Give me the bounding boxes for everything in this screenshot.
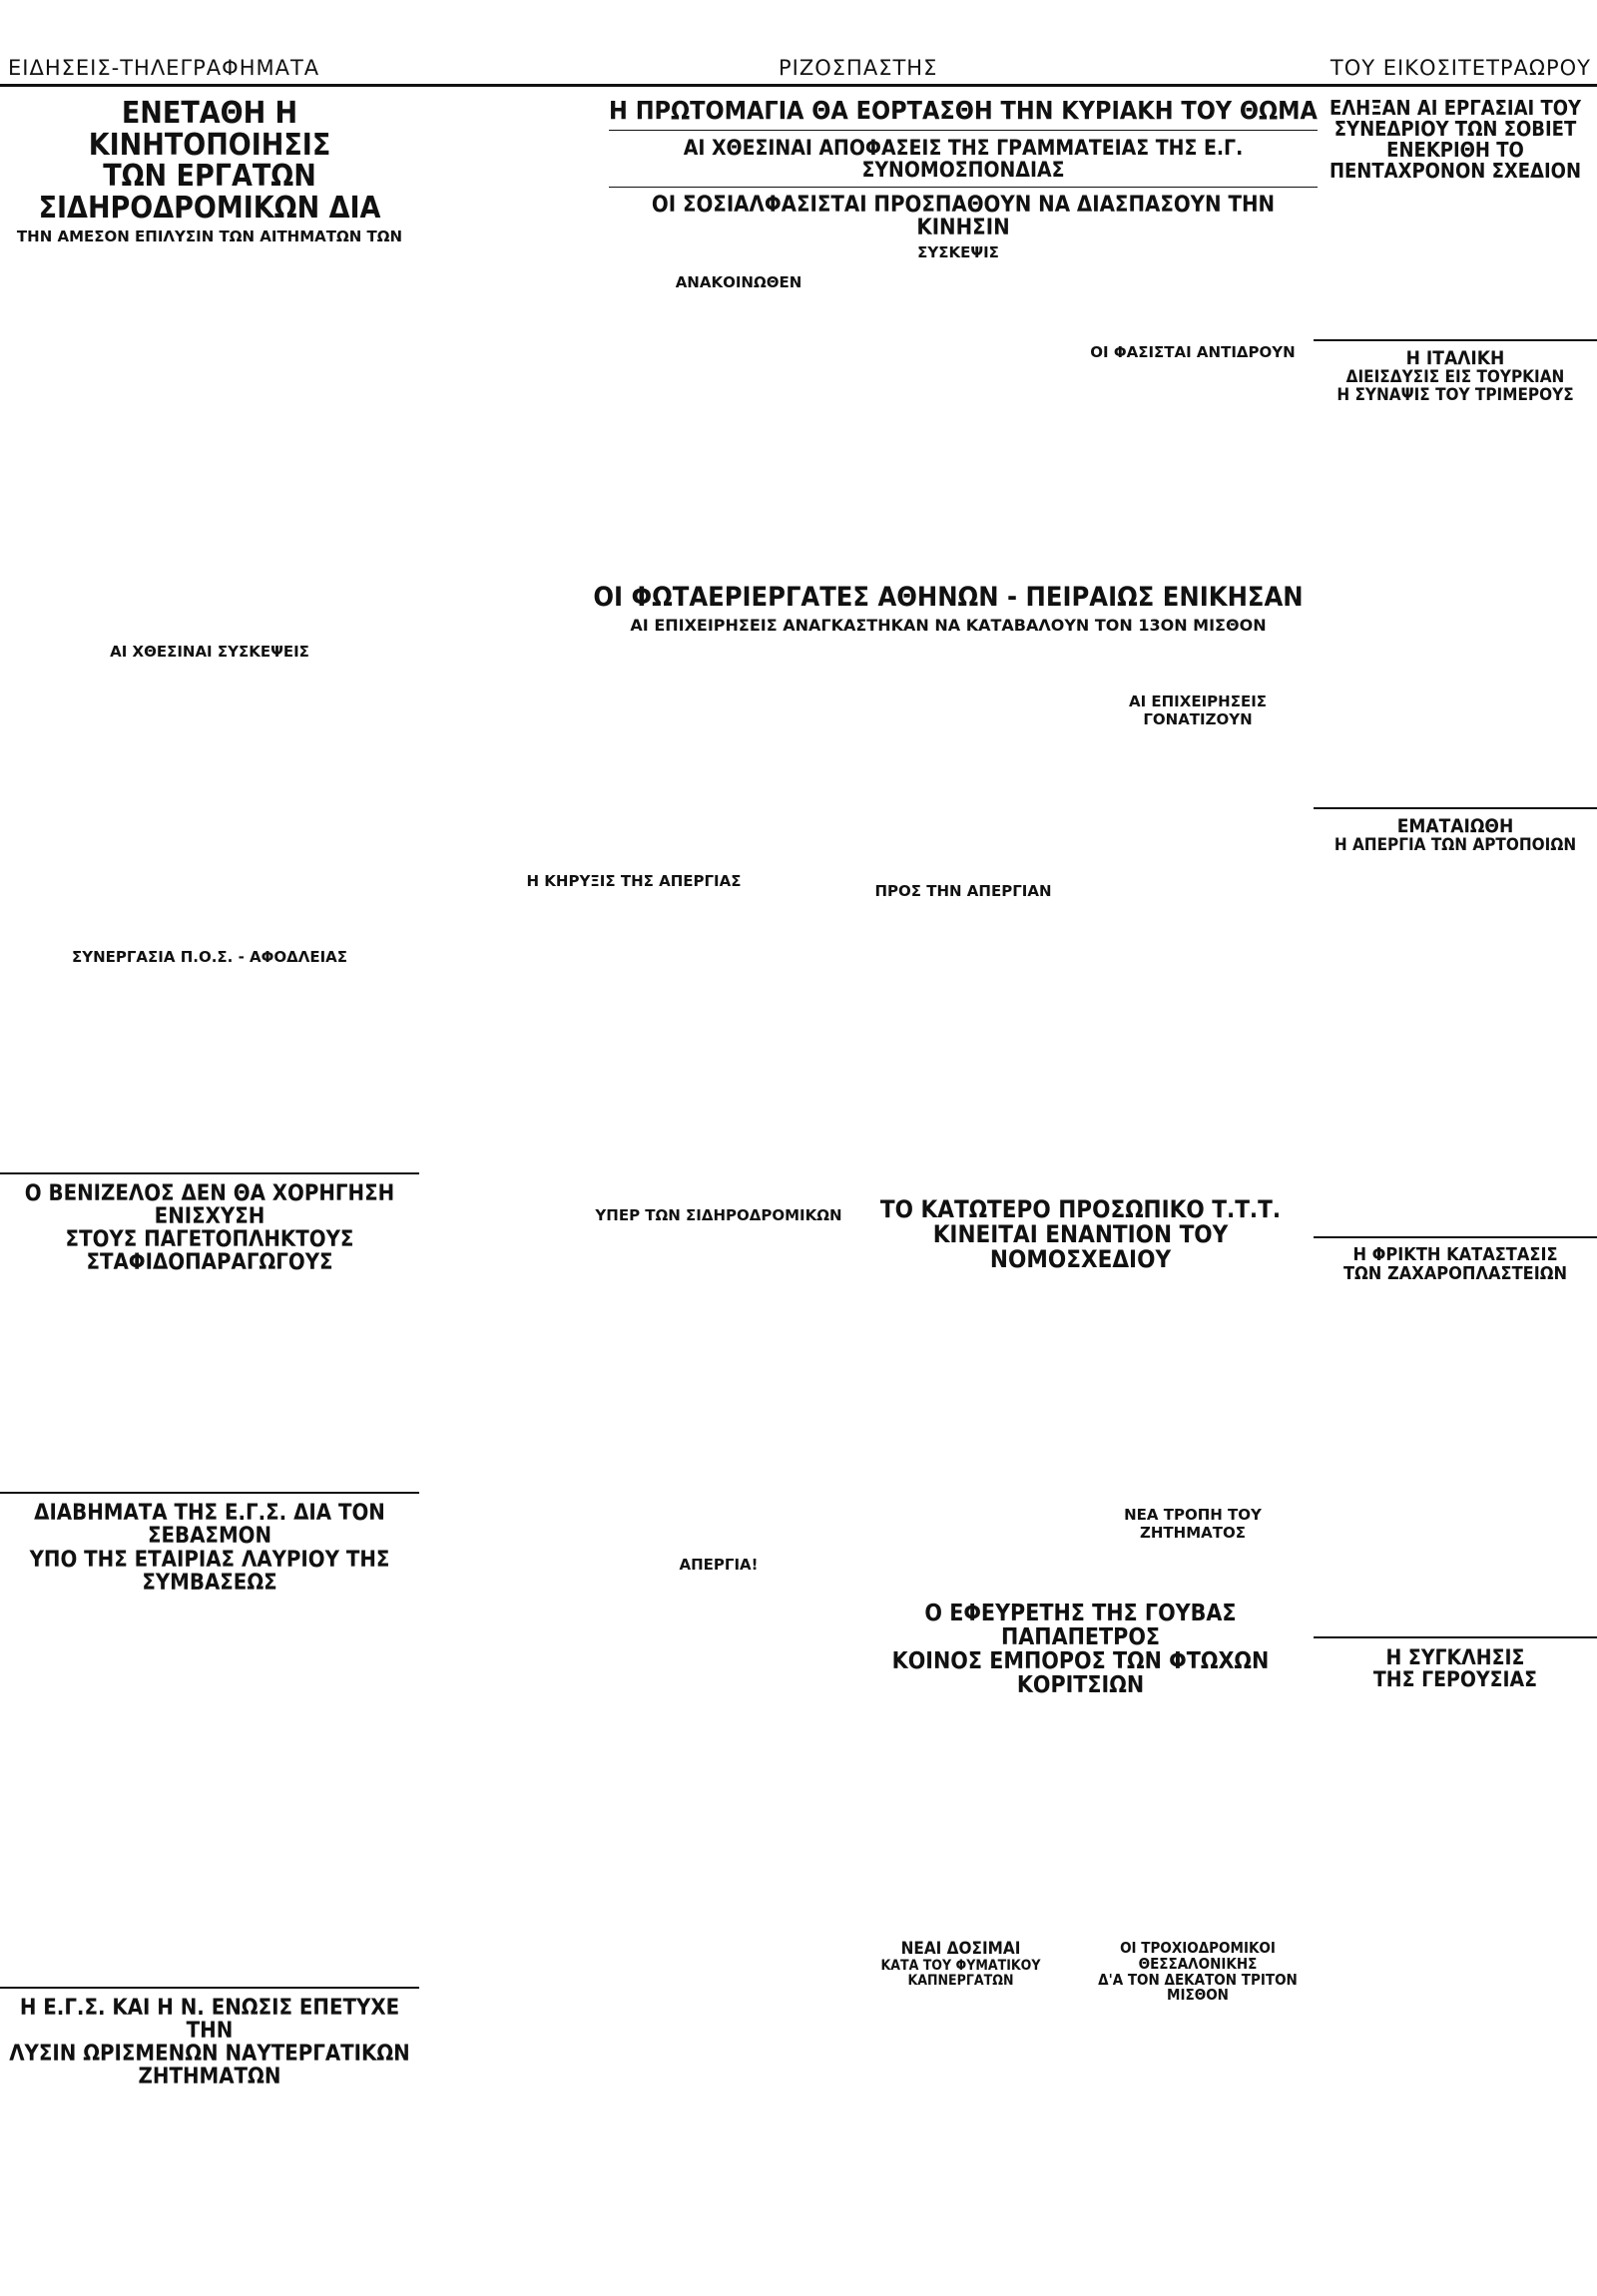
headline-papapetros: Ο ΕΦΕΥΡΕΤΗΣ ΤΗΣ ΓΟΥΒΑΣ ΠΑΠΑΠΕΤΡΟΣ [924, 1601, 1237, 1651]
syskepsis-block [858, 239, 1058, 265]
headline-gerousia-2: ΤΗΣ ΓΕΡΟΥΣΙΑΣ [1372, 1667, 1538, 1692]
headline-railway-2: ΤΩΝ ΕΡΓΑΤΩΝ ΣΙΔΗΡΟΔΡΟΜΙΚΩΝ ΔΙΑ [38, 159, 381, 226]
headline-zaxaroplasteia-2: ΤΩΝ ΖΑΧΑΡΟΠΛΑΣΤΕΙΩΝ [1342, 1263, 1568, 1285]
headline-troxio-2: Δ'Α ΤΟΝ ΔΕΚΑΤΟΝ ΤΡΙΤΟΝ ΜΙΣΘΟΝ [1098, 1970, 1298, 2005]
headline-papapetros-2: ΚΟΙΝΟΣ ΕΜΠΟΡΟΣ ΤΩΝ ΦΤΩΧΩΝ ΚΟΡΙΤΣΙΩΝ [891, 1648, 1270, 1699]
subhead-apergia: ΑΠΕΡΓΙΑ! [679, 1556, 759, 1574]
headline-troxio: ΟΙ ΤΡΟΧΙΟΔΡΟΜΙΚΟΙ ΘΕΣΣΑΛΟΝΙΚΗΣ [1120, 1939, 1276, 1973]
masthead [0, 50, 1597, 87]
headline-soviet: ΕΛΗΞΑΝ ΑΙ ΕΡΓΑΣΙΑΙ ΤΟΥ [1329, 96, 1582, 120]
troxio-block [1083, 1941, 1313, 2004]
neai-block [848, 1941, 1073, 1988]
subheadline-railway: ΤΗΝ ΑΜΕΣΟΝ ΕΠΙΛΥΣΙΝ ΤΩΝ ΑΙΤΗΜΑΤΩΝ ΤΩΝ [16, 228, 403, 245]
subhead-fasistai: ΟΙ ΦΑΣΙΣΤΑΙ ΑΝΤΙΔΡΟΥΝ [1090, 343, 1296, 361]
headline-artopoioi: ΕΜΑΤΑΙΩΘΗ [1396, 814, 1514, 837]
subheadline-gas-workers: ΑΙ ΕΠΙΧΕΙΡΗΣΕΙΣ ΑΝΑΓΚΑΣΤΗΚΑΝ ΝΑ ΚΑΤΑΒΑΛΟΥΝ ΤΟΝ 13ΟΝ ΜΙΣΘΟΝ [630, 616, 1267, 636]
column-1 [0, 98, 419, 2088]
ttt-block [848, 1197, 1313, 1273]
headline-zaxaroplasteia: Η ΦΡΙΚΤΗ ΚΑΤΑΣΤΑΣΙΣ [1352, 1244, 1558, 1266]
headline-lavrio: ΔΙΑΒΗΜΑΤΑ ΤΗΣ Ε.Γ.Σ. ΔΙΑ ΤΟΝ ΣΕΒΑΣΜΟΝ [34, 1501, 385, 1550]
subhead-epixeiriseis: ΑΙ ΕΠΙΧΕΙΡΗΣΕΙΣ ΓΟΝΑΤΙΖΟΥΝ [1128, 692, 1268, 728]
yper-block [589, 1202, 848, 1228]
column-4 [1314, 98, 1597, 1690]
headline-italy: Η ΙΤΑΛΙΚΗ [1405, 347, 1505, 369]
headline-ttt: ΤΟ ΚΑΤΩΤΕΡΟ ΠΡΟΣΩΠΙΚΟ Τ.Τ.Τ. [879, 1195, 1282, 1223]
headline-apofaseis: ΑΙ ΧΘΕΣΙΝΑΙ ΑΠΟΦΑΣΕΙΣ ΤΗΣ ΓΡΑΜΜΑΤΕΙΑΣ ΤΗΣ Ε.Γ. ΣΥΝΟΜΟΣΠΟΝΔΙΑΣ [683, 136, 1244, 183]
subhead-yper: ΥΠΕΡ ΤΩΝ ΣΙΔΗΡΟΔΡΟΜΙΚΩΝ [595, 1206, 842, 1224]
headline-soviet-2: ΣΥΝΕΔΡΙΟΥ ΤΩΝ ΣΟΒΙΕΤ [1333, 117, 1577, 141]
headline-soviet-3: ΕΝΕΚΡΙΘΗ ΤΟ [1386, 138, 1524, 162]
headline-gas-workers: ΟΙ ΦΩΤΑΕΡΙΕΡΓΑΤΕΣ ΑΘΗΝΩΝ - ΠΕΙΡΑΙΩΣ ΕΝΙΚΗΣΑΝ [593, 582, 1304, 613]
subhead-pros-apergian: ΠΡΟΣ ΤΗΝ ΑΠΕΡΓΙΑΝ [874, 882, 1052, 900]
headline-italy-2: ΔΙΕΙΣΔΥΣΙΣ ΕΙΣ ΤΟΥΡΚΙΑΝ [1345, 366, 1565, 387]
headline-neai-2: ΚΑΤΑ ΤΟΥ ΦΥΜΑΤΙΚΟΥ ΚΑΠΝΕΡΓΑΤΩΝ [880, 1957, 1041, 1989]
paper-name: ΡΙΖΟΣΠΑΣΤΗΣ [779, 56, 938, 80]
subhead-kirixis: Η ΚΗΡΥΞΙΣ ΤΗΣ ΑΠΕΡΓΙΑΣ [526, 872, 742, 890]
epix-block [1083, 689, 1313, 732]
headline-sosialfasistai: ΟΙ ΣΟΣΙΑΛΦΑΣΙΣΤΑΙ ΠΡΟΣΠΑΘΟΥΝ ΝΑ ΔΙΑΣΠΑΣΟΥΝ ΤΗΝ ΚΙΝΗΣΙΝ [651, 193, 1276, 241]
subhead-anakoinothen: ΑΝΑΚΟΙΝΩΘΕΝ [675, 273, 802, 291]
headline-railway: ΕΝΕΤΑΘΗ Η ΚΙΝΗΤΟΠΟΙΗΣΙΣ [88, 96, 331, 163]
headline-protomagia: Η ΠΡΩΤΟΜΑΓΙΑ ΘΑ ΕΟΡΤΑΣΘΗ ΤΗΝ ΚΥΡΙΑΚΗ ΤΟΥ ΘΩΜΑ [609, 96, 1318, 125]
headline-italy-3: Η ΣΥΝΑΨΙΣ ΤΟΥ ΤΡΙΜΕΡΟΥΣ [1336, 384, 1574, 405]
papapetros-block [848, 1602, 1313, 1698]
headline-neai: ΝΕΑΙ ΔΟΣΙΜΑΙ [900, 1939, 1021, 1959]
column-2 [424, 439, 843, 894]
section-title: ΕΙΔΗΣΕΙΣ-ΤΗΛΕΓΡΑΦΗΜΑΤΑ [8, 56, 320, 80]
headline-venizelos: Ο ΒΕΝΙΖΕΛΟΣ ΔΕΝ ΘΑ ΧΟΡΗΓΗΣΗ ΕΝΙΣΧΥΣΗ [24, 1181, 395, 1230]
subhead-syskepseis: ΑΙ ΧΘΕΣΙΝΑΙ ΣΥΣΚΕΨΕΙΣ [110, 643, 309, 661]
top-banner [609, 98, 1318, 240]
nea-block [1078, 1502, 1308, 1546]
apergia-block [589, 1552, 848, 1578]
subhead-nea-tropi: ΝΕΑ ΤΡΟΠΗ ΤΟΥ ΖΗΤΗΜΑΤΟΣ [1124, 1506, 1262, 1542]
headline-egs-union-2: ΛΥΣΙΝ ΩΡΙΣΜΕΝΩΝ ΝΑΥΤΕΡΓΑΤΙΚΩΝ ΖΗΤΗΜΑΤΩΝ [9, 2041, 410, 2090]
subhead-syskepsis: ΣΥΣΚΕΨΙΣ [917, 243, 999, 261]
headline-gerousia: Η ΣΥΓΚΛΗΣΙΣ [1385, 1645, 1525, 1670]
headline-venizelos-2: ΣΤΟΥΣ ΠΑΓΕΤΟΠΛΗΚΤΟΥΣ ΣΤΑΦΙΔΟΠΑΡΑΓΩΓΟΥΣ [65, 1227, 354, 1276]
gas-workers-block [584, 584, 1313, 639]
headline-lavrio-2: ΥΠΟ ΤΗΣ ΕΤΑΙΡΙΑΣ ΛΑΥΡΙΟΥ ΤΗΣ ΣΥΜΒΑΣΕΩΣ [29, 1547, 390, 1596]
section-subtitle: ΤΟΥ ΕΙΚΟΣΙΤΕΤΡΑΩΡΟΥ [1330, 56, 1591, 80]
subhead-synergasia: ΣΥΝΕΡΓΑΣΙΑ Π.Ο.Σ. - ΑΦΟΔΛΕΙΑΣ [71, 948, 348, 966]
headline-artopoioi-2: Η ΑΠΕΡΓΙΑ ΤΩΝ ΑΡΤΟΠΟΙΩΝ [1333, 834, 1577, 855]
fasistai-block [1078, 339, 1308, 365]
headline-egs-union: Η Ε.Γ.Σ. ΚΑΙ Η Ν. ΕΝΩΣΙΣ ΕΠΕΤΥΧΕ ΤΗΝ [19, 1995, 400, 2044]
headline-ttt-2: ΚΙΝΕΙΤΑΙ ΕΝΑΝΤΙΟΝ ΤΟΥ ΝΟΜΟΣΧΕΔΙΟΥ [932, 1220, 1229, 1274]
anakoinothen-block [609, 269, 868, 295]
headline-soviet-4: ΠΕΝΤΑΧΡΟΝΟΝ ΣΧΕΔΙΟΝ [1329, 159, 1582, 183]
pros-block [848, 878, 1078, 904]
